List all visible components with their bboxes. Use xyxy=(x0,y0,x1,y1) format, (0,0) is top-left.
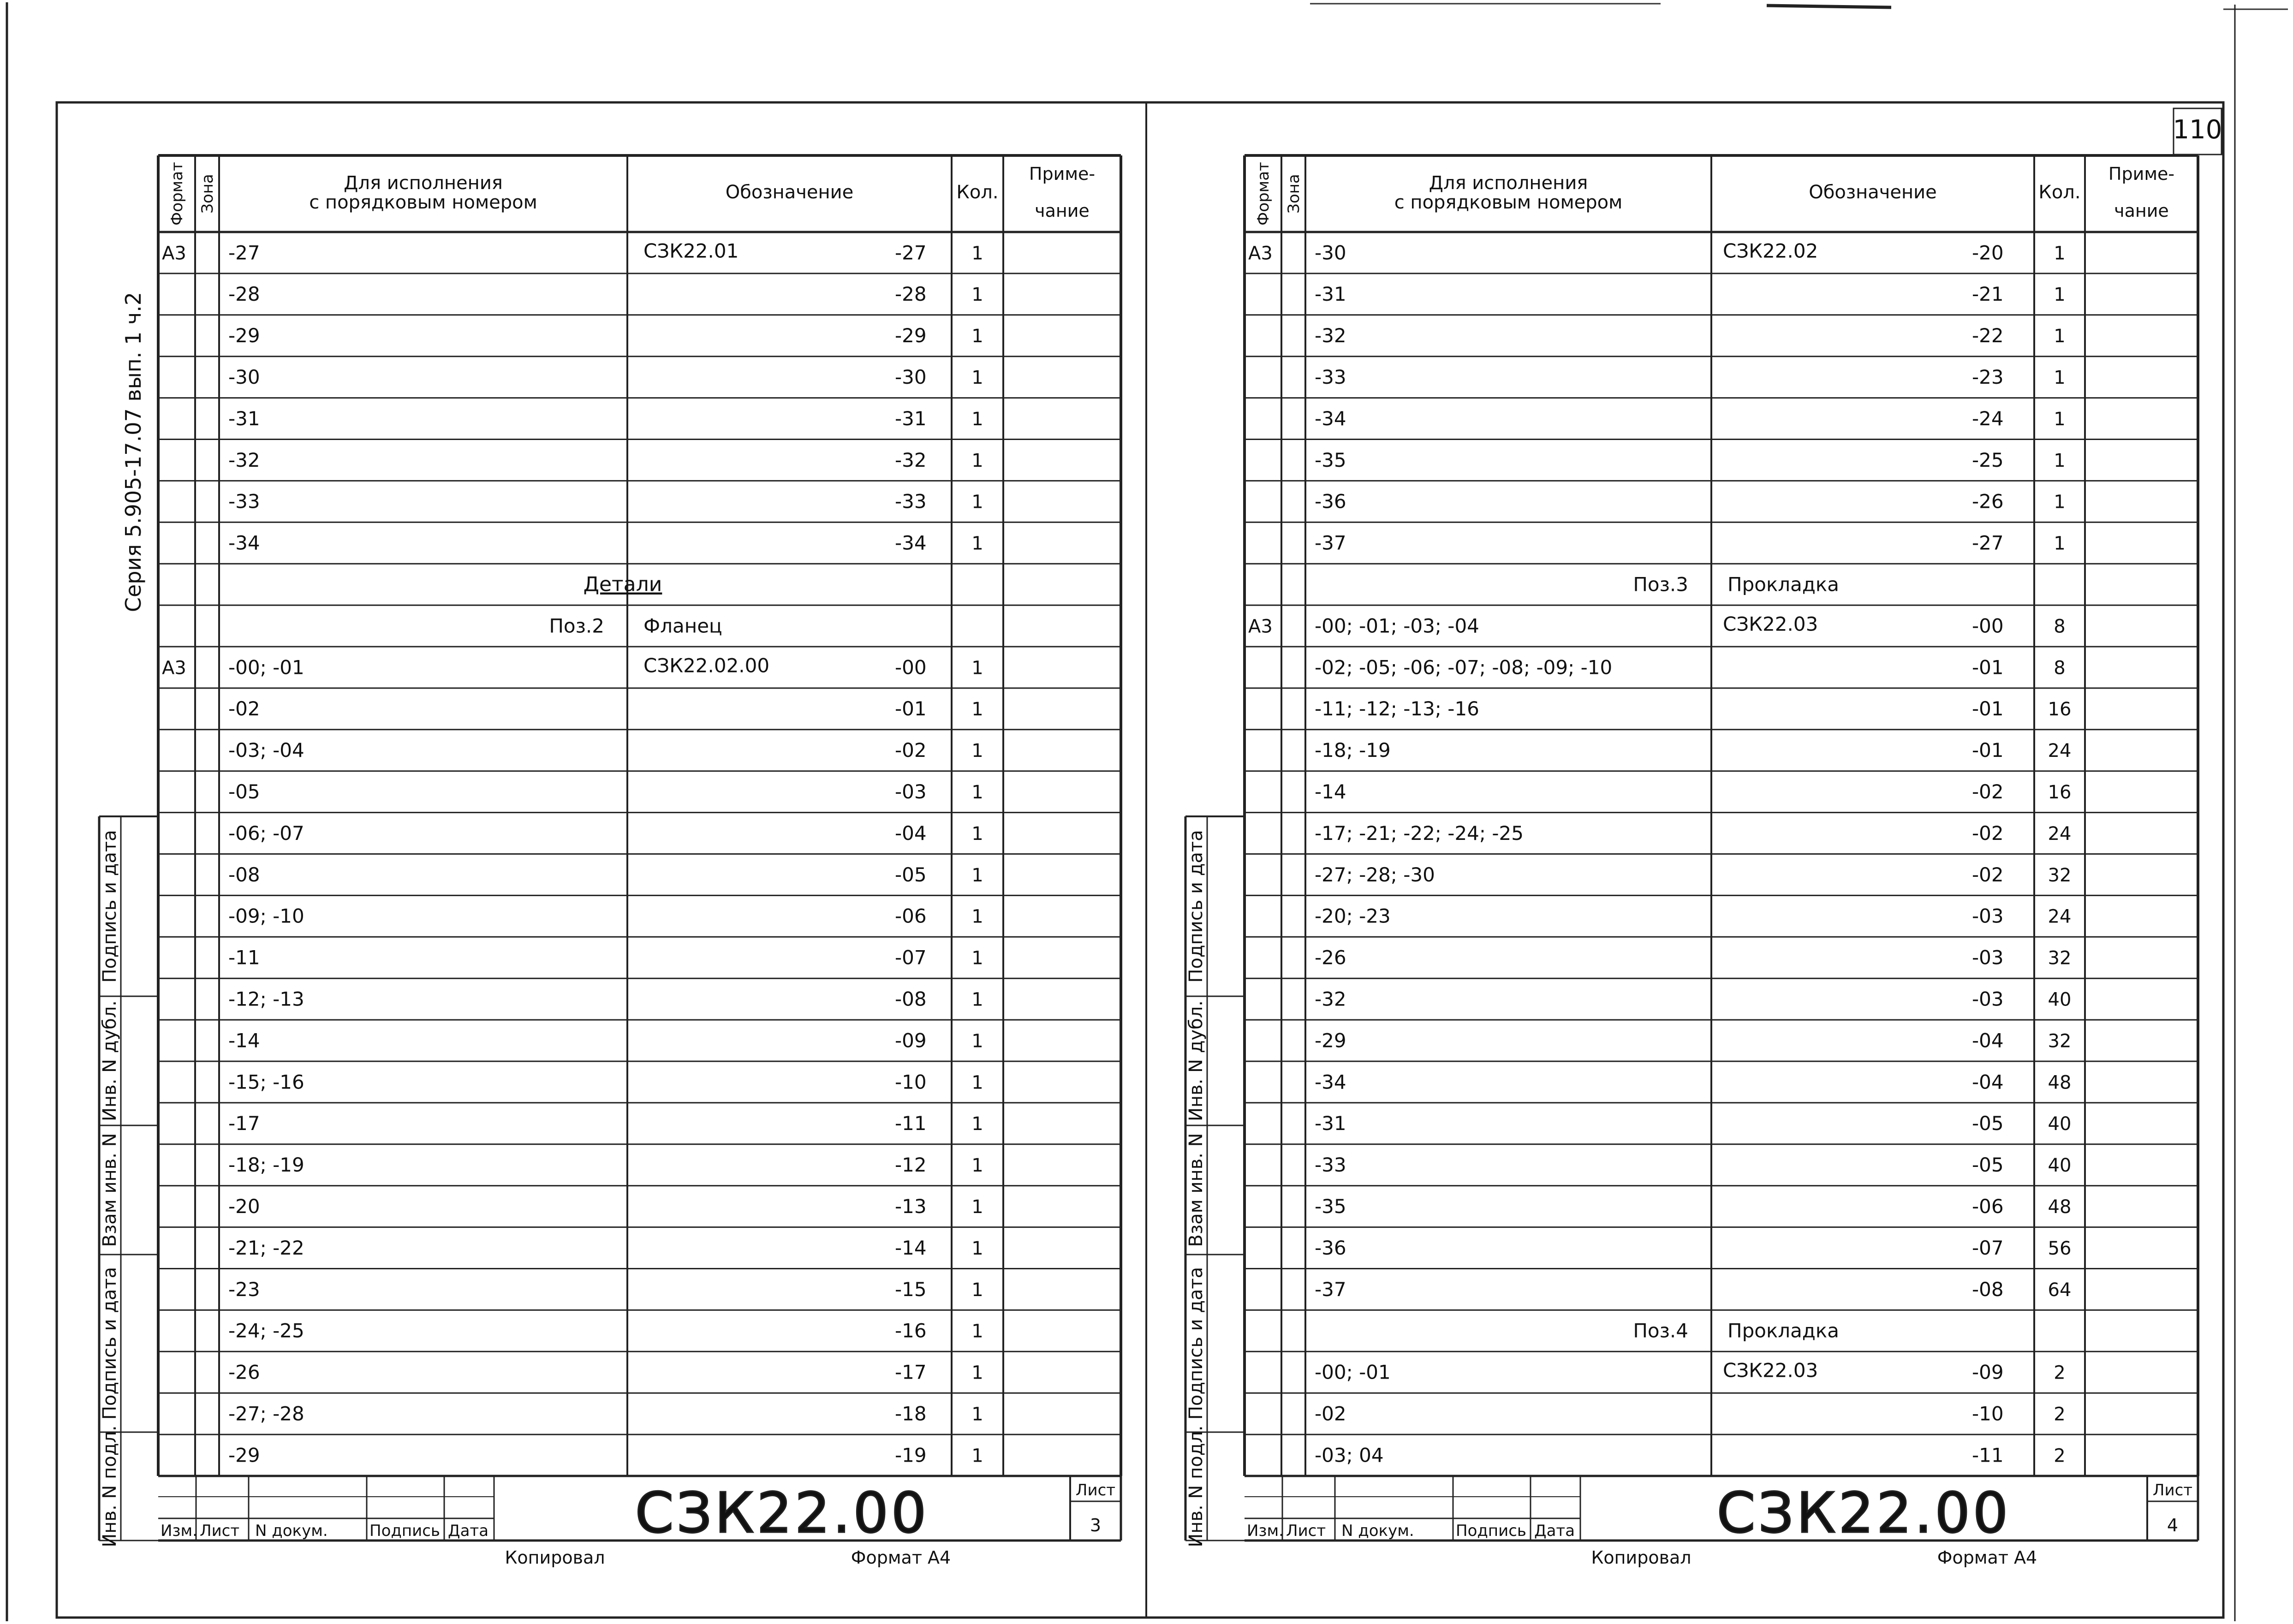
format-cell: А3 xyxy=(1248,616,1273,637)
variant-cell: -02; -05; -06; -07; -08; -09; -10 xyxy=(1315,656,1613,679)
qty-cell: 1 xyxy=(971,1030,983,1052)
variant-cell: -30 xyxy=(1315,241,1346,264)
qty-cell: 8 xyxy=(2054,657,2066,679)
variant-cell: -00; -01 xyxy=(228,656,304,679)
header-variant: Для исполнения xyxy=(344,173,503,194)
qty-cell: 1 xyxy=(2054,408,2066,430)
variant-cell: -32 xyxy=(1315,987,1346,1011)
designation-suffix: -08 xyxy=(1972,1278,2004,1301)
copied-label: Копировал xyxy=(1591,1547,1691,1568)
designation-suffix: -08 xyxy=(895,987,927,1011)
variant-cell: -31 xyxy=(1315,1112,1346,1135)
variant-cell: -00; -01 xyxy=(1315,1361,1391,1384)
spec-page-left xyxy=(99,155,1121,1568)
header-note: Приме- xyxy=(1029,164,1096,184)
variant-cell: -18; -19 xyxy=(228,1154,304,1177)
designation-code: СЗК22.02 xyxy=(1723,239,1818,262)
designation-suffix: -27 xyxy=(895,241,927,264)
qty-cell: 1 xyxy=(971,1113,983,1135)
format-label: Формат А4 xyxy=(851,1547,951,1568)
variant-cell: -26 xyxy=(228,1361,260,1384)
header-note: чание xyxy=(2114,201,2169,221)
header-designation: Обозначение xyxy=(1809,182,1937,203)
title-block-label: Дата xyxy=(1534,1522,1575,1540)
header-qty: Кол. xyxy=(2038,182,2081,203)
variant-cell: -02 xyxy=(1315,1402,1346,1425)
header-note: Приме- xyxy=(2108,164,2175,184)
designation-suffix: -06 xyxy=(1972,1195,2004,1218)
designation-suffix: -27 xyxy=(1972,531,2004,554)
section-title: Детали xyxy=(583,572,662,596)
qty-cell: 1 xyxy=(971,699,983,720)
position-label: Поз.4 xyxy=(1633,1319,1688,1342)
variant-cell: -33 xyxy=(1315,366,1346,389)
variant-cell: -36 xyxy=(1315,490,1346,513)
side-stamp-label: Инв. N подл. xyxy=(99,1425,120,1547)
qty-cell: 1 xyxy=(971,408,983,430)
qty-cell: 1 xyxy=(971,989,983,1011)
header-qty: Кол. xyxy=(956,182,999,203)
side-stamp-label: Инв. N дубл. xyxy=(99,1000,120,1121)
designation-suffix: -03 xyxy=(1972,904,2004,928)
qty-cell: 1 xyxy=(971,1445,983,1467)
qty-cell: 1 xyxy=(971,1237,983,1259)
variant-cell: -11; -12; -13; -16 xyxy=(1315,697,1479,720)
title-block-label: N докум. xyxy=(1341,1522,1414,1540)
qty-cell: 1 xyxy=(971,243,983,264)
variant-cell: -34 xyxy=(1315,1071,1346,1094)
variant-cell: -08 xyxy=(228,863,260,886)
qty-cell: 40 xyxy=(2048,1113,2072,1135)
variant-cell: -29 xyxy=(228,1444,260,1467)
qty-cell: 32 xyxy=(2048,1030,2072,1052)
title-block-label: Лист xyxy=(1286,1522,1326,1540)
qty-cell: 64 xyxy=(2048,1279,2072,1301)
side-stamp-label: Подпись и дата xyxy=(99,830,120,983)
qty-cell: 32 xyxy=(2048,947,2072,969)
side-stamp-label: Взам инв. N xyxy=(99,1133,120,1247)
side-stamp-label: Взам инв. N xyxy=(1185,1133,1207,1247)
part-name: Прокладка xyxy=(1727,1319,1840,1342)
designation-suffix: -09 xyxy=(1972,1361,2004,1384)
qty-cell: 1 xyxy=(971,450,983,471)
designation-suffix: -01 xyxy=(1972,697,2004,720)
designation-suffix: -03 xyxy=(1972,946,2004,969)
header-variant: Для исполнения xyxy=(1429,173,1588,194)
designation-suffix: -03 xyxy=(1972,987,2004,1011)
variant-cell: -14 xyxy=(228,1029,260,1052)
variant-cell: -14 xyxy=(1315,780,1346,803)
variant-cell: -17; -21; -22; -24; -25 xyxy=(1315,821,1524,845)
series-label: Серия 5.905-17.07 вып. 1 ч.2 xyxy=(121,291,146,613)
qty-cell: 24 xyxy=(2048,823,2072,845)
designation-suffix: -14 xyxy=(895,1236,927,1259)
qty-cell: 1 xyxy=(971,1196,983,1218)
designation-suffix: -10 xyxy=(895,1071,927,1094)
variant-cell: -32 xyxy=(1315,324,1346,347)
designation-suffix: -02 xyxy=(895,739,927,762)
header-zone: Зона xyxy=(198,174,217,214)
variant-cell: -27 xyxy=(228,241,260,264)
designation-suffix: -05 xyxy=(1972,1112,2004,1135)
document-code: СЗК22.00 xyxy=(635,1481,929,1546)
designation-suffix: -01 xyxy=(895,697,927,720)
variant-cell: -00; -01; -03; -04 xyxy=(1315,614,1479,637)
qty-cell: 24 xyxy=(2048,740,2072,762)
qty-cell: 1 xyxy=(2054,367,2066,389)
variant-cell: -20; -23 xyxy=(1315,904,1391,928)
variant-cell: -35 xyxy=(1315,448,1346,471)
position-label: Поз.2 xyxy=(549,614,604,637)
qty-cell: 1 xyxy=(971,1155,983,1177)
qty-cell: 1 xyxy=(971,823,983,845)
qty-cell: 1 xyxy=(971,284,983,306)
qty-cell: 1 xyxy=(971,782,983,803)
variant-cell: -34 xyxy=(1315,407,1346,430)
sheet-number-cell: 3 xyxy=(1090,1515,1102,1535)
header-format: Формат xyxy=(1254,162,1273,226)
spec-page-right xyxy=(1185,155,2198,1568)
designation-suffix: -32 xyxy=(895,448,927,471)
format-cell: А3 xyxy=(1248,243,1273,264)
designation-suffix: -33 xyxy=(895,490,927,513)
qty-cell: 1 xyxy=(971,657,983,679)
variant-cell: -29 xyxy=(1315,1029,1346,1052)
designation-suffix: -00 xyxy=(1972,614,2004,637)
designation-suffix: -02 xyxy=(1972,821,2004,845)
qty-cell: 1 xyxy=(971,1279,983,1301)
designation-suffix: -28 xyxy=(895,283,927,306)
designation-code: СЗК22.03 xyxy=(1723,1359,1818,1382)
header-zone: Зона xyxy=(1285,174,1303,214)
variant-cell: -18; -19 xyxy=(1315,739,1391,762)
designation-suffix: -22 xyxy=(1972,324,2004,347)
document-code: СЗК22.00 xyxy=(1716,1481,2011,1546)
format-cell: А3 xyxy=(162,243,186,264)
qty-cell: 1 xyxy=(2054,491,2066,513)
sheet-label: Лист xyxy=(2152,1481,2193,1499)
variant-cell: -03; 04 xyxy=(1315,1444,1384,1467)
designation-suffix: -25 xyxy=(1972,448,2004,471)
variant-cell: -29 xyxy=(228,324,260,347)
variant-cell: -33 xyxy=(1315,1154,1346,1177)
variant-cell: -35 xyxy=(1315,1195,1346,1218)
designation-suffix: -26 xyxy=(1972,490,2004,513)
designation-suffix: -15 xyxy=(895,1278,927,1301)
title-block-label: Дата xyxy=(448,1522,489,1540)
qty-cell: 1 xyxy=(2054,326,2066,347)
variant-cell: -28 xyxy=(228,283,260,306)
qty-cell: 8 xyxy=(2054,616,2066,637)
header-format: Формат xyxy=(168,162,186,226)
variant-cell: -31 xyxy=(228,407,260,430)
sheet-number: 110 xyxy=(2173,115,2222,145)
format-label: Формат А4 xyxy=(1937,1547,2037,1568)
sheet-label: Лист xyxy=(1075,1481,1116,1499)
designation-suffix: -02 xyxy=(1972,780,2004,803)
variant-cell: -32 xyxy=(228,448,260,471)
designation-suffix: -10 xyxy=(1972,1402,2004,1425)
qty-cell: 48 xyxy=(2048,1196,2072,1218)
designation-suffix: -30 xyxy=(895,366,927,389)
title-block-label: Изм. xyxy=(161,1522,197,1540)
designation-suffix: -19 xyxy=(895,1444,927,1467)
designation-suffix: -01 xyxy=(1972,656,2004,679)
side-stamp-label: Подпись и дата xyxy=(99,1267,120,1420)
title-block-label: Изм. xyxy=(1247,1522,1284,1540)
variant-cell: -27; -28 xyxy=(228,1402,304,1425)
qty-cell: 2 xyxy=(2054,1445,2066,1467)
title-block-label: Подпись xyxy=(369,1522,440,1540)
designation-suffix: -09 xyxy=(895,1029,927,1052)
qty-cell: 16 xyxy=(2048,699,2072,720)
sheet-number-cell: 4 xyxy=(2167,1515,2179,1535)
side-stamp-label: Подпись и дата xyxy=(1185,830,1207,983)
variant-cell: -37 xyxy=(1315,531,1346,554)
designation-suffix: -05 xyxy=(895,863,927,886)
qty-cell: 24 xyxy=(2048,906,2072,928)
variant-cell: -06; -07 xyxy=(228,821,304,845)
variant-cell: -11 xyxy=(228,946,260,969)
variant-cell: -31 xyxy=(1315,283,1346,306)
designation-suffix: -11 xyxy=(895,1112,927,1135)
variant-cell: -21; -22 xyxy=(228,1236,304,1259)
title-block-label: N докум. xyxy=(255,1522,328,1540)
variant-cell: -26 xyxy=(1315,946,1346,969)
designation-suffix: -12 xyxy=(895,1154,927,1177)
qty-cell: 1 xyxy=(971,491,983,513)
designation-suffix: -31 xyxy=(895,407,927,430)
designation-suffix: -04 xyxy=(895,821,927,845)
variant-cell: -30 xyxy=(228,366,260,389)
copied-label: Копировал xyxy=(505,1547,605,1568)
qty-cell: 1 xyxy=(971,906,983,928)
qty-cell: 1 xyxy=(971,1362,983,1384)
qty-cell: 1 xyxy=(2054,284,2066,306)
qty-cell: 2 xyxy=(2054,1362,2066,1384)
designation-suffix: -11 xyxy=(1972,1444,2004,1467)
header-variant: с порядковым номером xyxy=(309,192,537,213)
variant-cell: -15; -16 xyxy=(228,1071,304,1094)
designation-suffix: -02 xyxy=(1972,863,2004,886)
header-variant: с порядковым номером xyxy=(1394,192,1623,213)
designation-suffix: -23 xyxy=(1972,366,2004,389)
qty-cell: 16 xyxy=(2048,782,2072,803)
qty-cell: 1 xyxy=(971,1072,983,1094)
title-block-label: Лист xyxy=(200,1522,240,1540)
designation-suffix: -03 xyxy=(895,780,927,803)
variant-cell: -27; -28; -30 xyxy=(1315,863,1435,886)
variant-cell: -02 xyxy=(228,697,260,720)
designation-code: СЗК22.03 xyxy=(1723,613,1818,636)
side-stamp-label: Инв. N дубл. xyxy=(1185,1000,1207,1121)
designation-suffix: -34 xyxy=(895,531,927,554)
part-name: Фланец xyxy=(643,614,722,637)
header-note: чание xyxy=(1035,201,1090,221)
variant-cell: -17 xyxy=(228,1112,260,1135)
qty-cell: 40 xyxy=(2048,989,2072,1011)
variant-cell: -23 xyxy=(228,1278,260,1301)
side-stamp-label: Подпись и дата xyxy=(1185,1267,1207,1420)
designation-suffix: -04 xyxy=(1972,1071,2004,1094)
qty-cell: 1 xyxy=(971,367,983,389)
qty-cell: 1 xyxy=(971,1321,983,1342)
qty-cell: 1 xyxy=(971,533,983,554)
qty-cell: 1 xyxy=(2054,533,2066,554)
designation-suffix: -20 xyxy=(1972,241,2004,264)
designation-suffix: -21 xyxy=(1972,283,2004,306)
part-name: Прокладка xyxy=(1727,573,1840,596)
designation-suffix: -05 xyxy=(1972,1154,2004,1177)
side-stamp-label: Инв. N подл. xyxy=(1185,1425,1207,1547)
designation-suffix: -07 xyxy=(895,946,927,969)
variant-cell: -05 xyxy=(228,780,260,803)
designation-suffix: -04 xyxy=(1972,1029,2004,1052)
variant-cell: -36 xyxy=(1315,1236,1346,1259)
qty-cell: 1 xyxy=(2054,450,2066,471)
variant-cell: -12; -13 xyxy=(228,987,304,1011)
variant-cell: -33 xyxy=(228,490,260,513)
variant-cell: -20 xyxy=(228,1195,260,1218)
header-designation: Обозначение xyxy=(725,182,854,203)
designation-code: СЗК22.02.00 xyxy=(643,654,770,677)
qty-cell: 48 xyxy=(2048,1072,2072,1094)
designation-suffix: -16 xyxy=(895,1319,927,1342)
format-cell: А3 xyxy=(162,657,186,679)
qty-cell: 1 xyxy=(2054,243,2066,264)
variant-cell: -03; -04 xyxy=(228,739,304,762)
designation-code: СЗК22.01 xyxy=(643,239,739,262)
designation-suffix: -01 xyxy=(1972,739,2004,762)
qty-cell: 2 xyxy=(2054,1404,2066,1425)
qty-cell: 1 xyxy=(971,864,983,886)
qty-cell: 56 xyxy=(2048,1237,2072,1259)
variant-cell: -34 xyxy=(228,531,260,554)
qty-cell: 1 xyxy=(971,1404,983,1425)
designation-suffix: -06 xyxy=(895,904,927,928)
qty-cell: 40 xyxy=(2048,1155,2072,1177)
position-label: Поз.3 xyxy=(1633,573,1688,596)
designation-suffix: -18 xyxy=(895,1402,927,1425)
variant-cell: -37 xyxy=(1315,1278,1346,1301)
qty-cell: 1 xyxy=(971,947,983,969)
designation-suffix: -07 xyxy=(1972,1236,2004,1259)
designation-suffix: -17 xyxy=(895,1361,927,1384)
designation-suffix: -13 xyxy=(895,1195,927,1218)
qty-cell: 1 xyxy=(971,326,983,347)
variant-cell: -24; -25 xyxy=(228,1319,304,1342)
qty-cell: 32 xyxy=(2048,864,2072,886)
variant-cell: -09; -10 xyxy=(228,904,304,928)
designation-suffix: -29 xyxy=(895,324,927,347)
qty-cell: 1 xyxy=(971,740,983,762)
designation-suffix: -24 xyxy=(1972,407,2004,430)
designation-suffix: -00 xyxy=(895,656,927,679)
title-block-label: Подпись xyxy=(1456,1522,1526,1540)
